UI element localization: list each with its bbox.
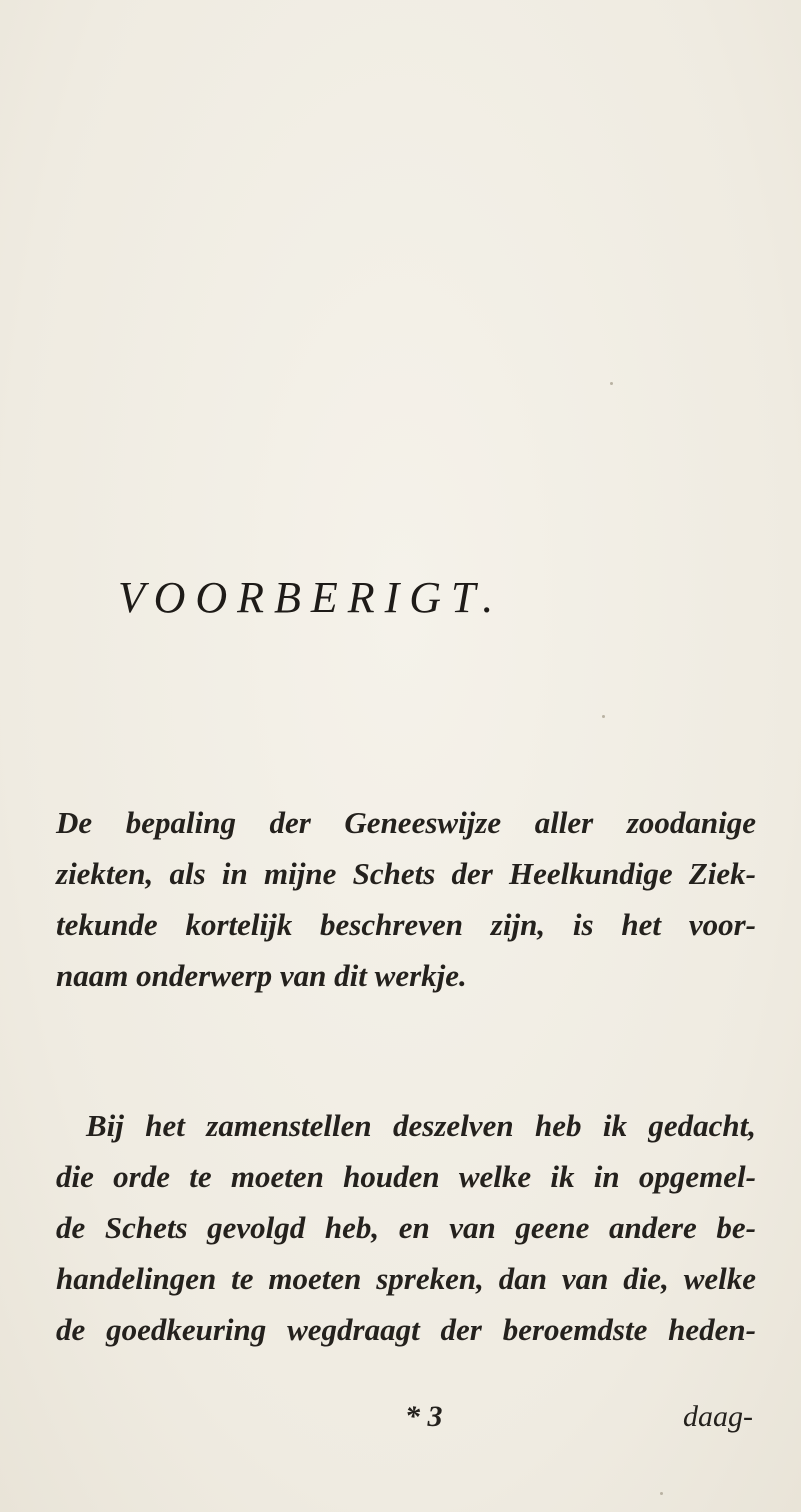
- text-line: tekunde kortelijk beschreven zijn, is het voor-: [56, 907, 756, 942]
- text-line: naam onderwerp van dit werkje.: [56, 958, 467, 993]
- text-line: die orde te moeten houden welke ik in opgemel-: [56, 1159, 756, 1194]
- text-line: ziekten, als in mijne Schets der Heelkundige Ziek-: [56, 856, 756, 891]
- paragraph-2: [56, 1100, 756, 1355]
- page-heading: VOORBERIGT.: [118, 573, 504, 622]
- text-line: handelingen te moeten spreken, dan van die, welke: [56, 1261, 756, 1296]
- paragraph-1: [56, 797, 756, 1001]
- page-footer: [0, 1400, 801, 1450]
- text-line: de Schets gevolgd heb, en van geene andere be-: [56, 1210, 756, 1245]
- paper-speck: [602, 715, 605, 718]
- signature-mark: * 3: [405, 1400, 443, 1433]
- text-line: De bepaling der Geneeswijze aller zoodanige: [56, 805, 756, 840]
- text-line: Bij het zamenstellen deszelven heb ik gedacht,: [86, 1108, 756, 1143]
- paper-speck: [610, 382, 613, 385]
- paper-speck: [660, 1492, 663, 1495]
- catchword: daag-: [683, 1400, 753, 1433]
- text-line: de goedkeuring wegdraagt der beroemdste heden-: [56, 1312, 756, 1347]
